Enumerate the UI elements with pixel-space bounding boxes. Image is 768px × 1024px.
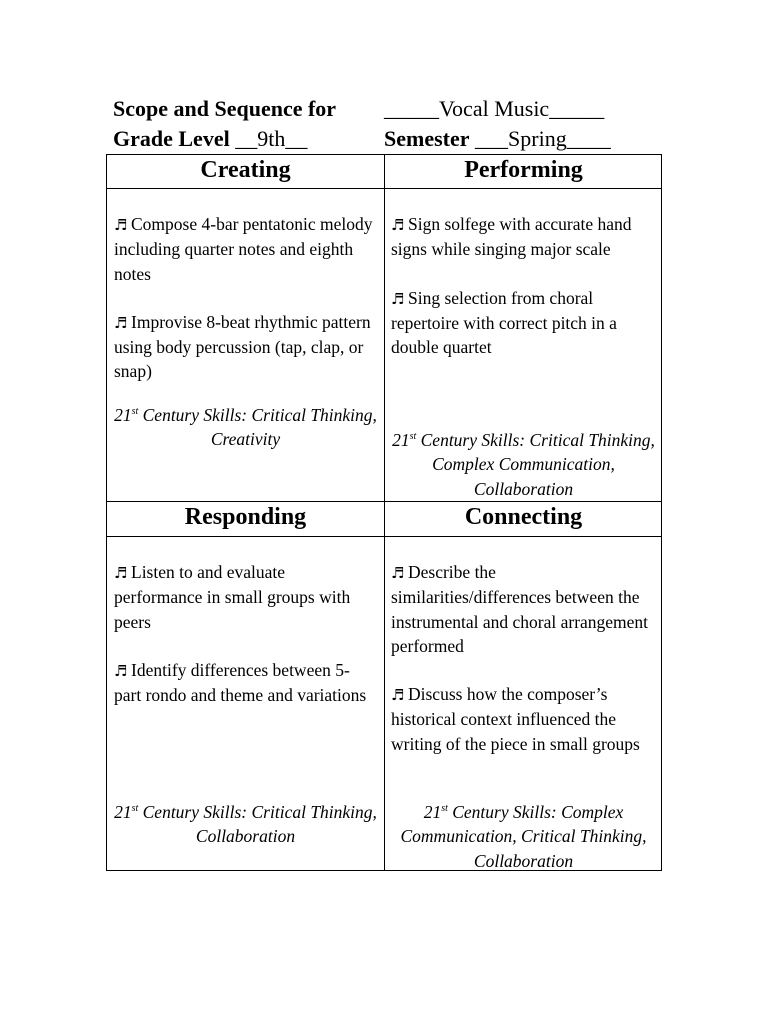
skills-suffix: st (409, 431, 417, 442)
item-text: Identify differences between 5-part rondo and theme and variations (114, 659, 367, 706)
semester-field (384, 124, 611, 154)
item-text: Sign solfege with accurate hand signs while singing major scale (391, 214, 632, 260)
connecting-skills (385, 800, 662, 873)
connecting-heading: Connecting (464, 504, 583, 530)
skills-number: 21 (114, 802, 132, 822)
skills-suffix: st (131, 803, 139, 814)
semester-value: ___Spring____ (469, 126, 611, 151)
performing-cell (391, 212, 653, 359)
subject-value: _____Vocal Music_____ (384, 96, 605, 121)
scope-table (106, 154, 662, 871)
item-text: Sing selection from choral repertoire with correct pitch in a double quartet (391, 287, 617, 358)
skills-suffix: st (131, 406, 139, 417)
creating-cell (114, 212, 376, 384)
skills-suffix: st (441, 803, 448, 814)
skills-text: Century Skills: Complex Communication, Critical Thinking, Collaboration (400, 802, 647, 871)
scope-label: Scope and Sequence for (113, 96, 337, 121)
header-row-scope (113, 94, 673, 124)
header-row-grade (113, 124, 673, 154)
responding-cell (114, 560, 376, 707)
music-note-icon: ♬ (391, 686, 405, 705)
music-note-icon: ♬ (114, 661, 128, 680)
table-divider (107, 536, 661, 537)
performing-skills (385, 428, 662, 501)
connecting-cell (391, 560, 653, 756)
skills-text: Century Skills: Critical Thinking, Collaboration (138, 802, 377, 847)
list-item (391, 560, 653, 658)
list-item (114, 212, 376, 286)
item-text: Improvise 8-beat rhythmic pattern using body percussion (tap, clap, or snap) (114, 311, 371, 382)
music-note-icon: ♬ (391, 564, 405, 582)
list-item (391, 286, 653, 360)
skills-number: 21 (423, 802, 442, 822)
music-note-icon: ♬ (114, 313, 128, 332)
creating-skills (107, 403, 384, 452)
skills-number: 21 (114, 405, 132, 425)
document-header (113, 94, 673, 154)
item-text: Compose 4-bar pentatonic melody including quarter notes and eighth notes (114, 214, 373, 284)
skills-number: 21 (392, 430, 410, 450)
item-text: Discuss how the composer’s historical context influenced the writing of the piece in small groups (391, 684, 640, 754)
music-note-icon: ♬ (391, 289, 405, 308)
responding-heading: Responding (184, 504, 307, 530)
item-text: Describe the similarities/differences between the instrumental and choral arrangement performed (391, 562, 649, 656)
grade-value: __9th__ (229, 126, 308, 151)
semester-label: Semester (384, 126, 470, 151)
table-divider (107, 188, 661, 189)
skills-text: Century Skills: Critical Thinking, Complex Communication, Collaboration (416, 430, 655, 499)
item-text: Listen to and evaluate performance in small groups with peers (114, 562, 351, 632)
music-note-icon: ♬ (114, 216, 128, 234)
grade-label: Grade Level (113, 126, 230, 151)
list-item (114, 560, 376, 634)
music-note-icon: ♬ (391, 216, 405, 234)
skills-text: Century Skills: Critical Thinking, Creativity (138, 405, 377, 450)
list-item (114, 310, 376, 384)
music-note-icon: ♬ (114, 564, 128, 582)
performing-heading: Performing (464, 157, 583, 183)
list-item (114, 658, 376, 708)
responding-skills (107, 800, 384, 849)
creating-heading: Creating (200, 157, 291, 183)
list-item (391, 212, 653, 262)
grade-field (113, 124, 307, 154)
list-item (391, 682, 653, 756)
